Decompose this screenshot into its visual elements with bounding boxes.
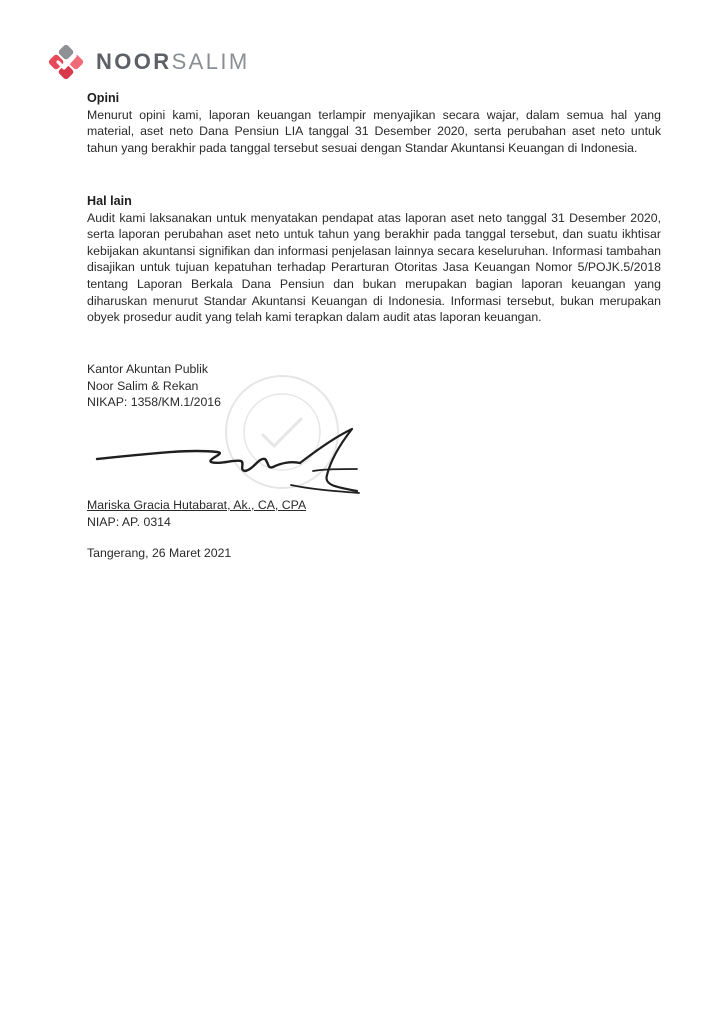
paragraph-line: Menurut opini kami, laporan keuangan terlampir menyajikan secara wajar, dalam semua hal yang	[87, 107, 661, 122]
paragraph-line: serta laporan perubahan aset neto untuk tahun yang berakhir pada tanggal tersebut, dan suatu ikhtisar	[87, 227, 661, 242]
paragraph-hal-lain	[87, 210, 661, 326]
paragraph-line: Audit kami laksanakan untuk menyatakan pendapat atas laporan aset neto tanggal 31 Desember 2020,	[87, 210, 661, 225]
firm-block	[87, 361, 221, 411]
paragraph-line: tahun yang berakhir pada tanggal tersebut sesuai dengan Standar Akuntansi Keuangan di Indonesia.	[87, 140, 638, 155]
brand-name	[96, 49, 250, 75]
firm-type: Kantor Akuntan Publik	[87, 362, 208, 376]
section-opini	[87, 90, 661, 156]
firm-name: Noor Salim & Rekan	[87, 378, 199, 393]
paragraph-opini	[87, 107, 661, 157]
paragraph-line: diharuskan menurut Standar Akuntansi Keuangan di Indonesia. Informasi tersebut, bukan merupakan	[87, 293, 661, 308]
paragraph-line: material, aset neto Dana Pensiun LIA tanggal 31 Desember 2020, serta perubahan aset neto untuk	[87, 124, 661, 139]
firm-license: NIKAP: 1358/KM.1/2016	[87, 395, 221, 410]
handwritten-signature	[95, 425, 365, 505]
noorsalim-logo-icon	[44, 40, 88, 84]
section-heading-hal-lain: Hal lain	[87, 194, 132, 208]
company-logo	[44, 40, 250, 84]
brand-part1: NOOR	[96, 49, 172, 74]
signer-name: Mariska Gracia Hutabarat, Ak., CA, CPA	[87, 498, 307, 512]
paragraph-line: disajikan untuk tujuan kepatuhan terhadap Perarturan Otoritas Jasa Keuangan Nomor 5/POJK.5/2018	[87, 260, 661, 275]
section-heading-opini: Opini	[87, 91, 120, 105]
signer-block	[87, 497, 306, 530]
paragraph-line: tentang Laporan Berkala Dana Pensiun dan bukan merupakan bagian laporan keuangan yang	[87, 276, 661, 291]
paragraph-line: obyek prosedur audit yang telah kami terapkan dalam audit atas laporan keuangan.	[87, 310, 542, 325]
signer-license: NIAP: AP. 0314	[87, 514, 171, 529]
section-hal-lain	[87, 193, 661, 326]
place-date: Tangerang, 26 Maret 2021	[87, 546, 232, 560]
brand-part2: SALIM	[171, 49, 250, 74]
paragraph-line: kebijakan akuntansi signifikan dan informasi penjelasan lainnya secara keseluruhan. Informasi tambahan	[87, 243, 661, 258]
